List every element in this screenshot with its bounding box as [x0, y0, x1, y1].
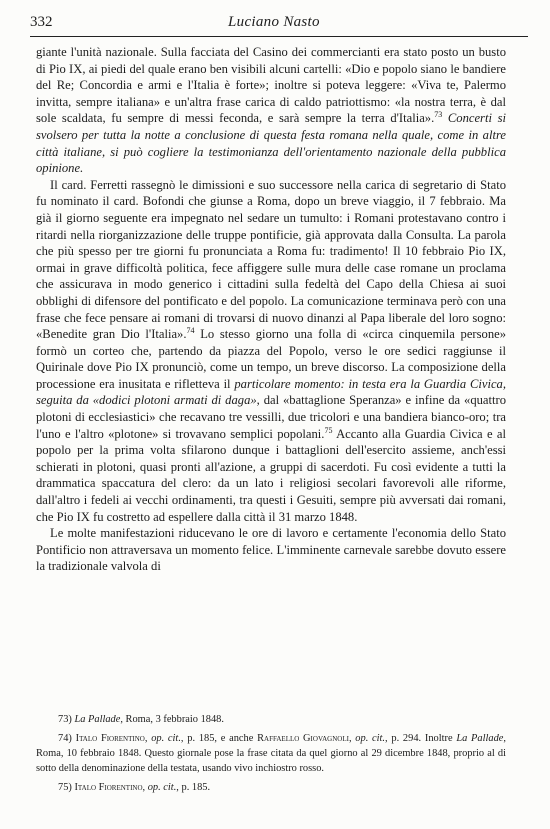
footnote-74-op-1: op. cit.: [151, 733, 181, 744]
footnote-75-rest: , p. 185.: [176, 782, 211, 793]
footnote-73-rest: , Roma, 3 febbraio 1848.: [120, 714, 224, 725]
footnotes: [36, 712, 506, 799]
footnote-74-title: La Pallade: [456, 733, 504, 744]
footnote-ref-74: 74: [186, 325, 195, 335]
paragraph-3: Le molte manifestazioni riducevano le ore di lavoro e certamente l'economia dello Stato Pontificio non attraversava un momento felice. L'imminente carnevale sarebbe dovuto essere la tradizionale valvola di: [36, 526, 506, 574]
paragraph-2-italic: particolare momento: in testa era la Guardia Civica, seguita da «dodici plotoni armati di daga»: [36, 376, 506, 408]
footnote-75: 75) Italo Fiorentino, op. cit., p. 185.: [58, 782, 211, 793]
header-rule: [30, 36, 528, 37]
footnote-74-op-2: op. cit.: [355, 733, 386, 744]
footnote-73-number: 73): [58, 714, 72, 725]
footnote-74-number: 74): [58, 733, 72, 744]
paragraph-2-text-c: , dal «battaglione Speranza» e infine da «quattro plotoni di ecclesiastici» che recavano tre vessilli, due tricolori e una bandiera bianco-oro; tra l'uno e l'altro «plotone» si trovavano semplici popolani.: [36, 393, 506, 441]
paragraph-2-text-b: Lo stesso giorno una folla di «circa cinquemila persone» formò un corteo che, partendo da piazza del Popolo, verso le ore sedici raggiunse il Quirinale dove Pio IX pronunciò, come un tempo, un breve discorso. La composizione della processione era inusitata e rifletteva il: [36, 327, 506, 391]
paragraph-1-text-a: giante l'unità nazionale. Sulla facciata del Casino dei commercianti era stato posto un busto di Pio IX, ai piedi del quale erano ben visibili alcuni cartelli: «Dio e popolo siano le bandiere del Re; Concordia e armi e l'Italia è forte»; inoltre si poteva leggere: «Viva te, Palermo invitta, sempre italiana» e un'altra frase carica di caldo patriottismo: «la nostra terra, è dal sole scaldata, fu sempre di messi feconda, e sarà sempre la terra d'Italia».: [36, 45, 506, 126]
footnote-75-number: 75): [58, 782, 72, 793]
footnote-74-rest: , Roma, 10 febbraio 1848. Questo giornale pose la frase citata da quel giorno al 29 dicembre 1848, proprio al di sotto della denominazione della testata, usando vivo inchiostro rosso.: [36, 733, 506, 774]
footnote-73: [36, 712, 506, 727]
paragraph-1-italic: Concerti si svolsero per tutta la notte a conclusione di questa festa romana nella quale, come in altre città italiane, si può cogliere la testimonianza dell'orientamento nazionale della pubblica opinione.: [36, 111, 506, 176]
paragraph-1: [36, 44, 506, 177]
footnote-ref-73: 73: [434, 110, 443, 120]
paragraph-2: [36, 177, 506, 525]
paragraph-2-text-d: Accanto alla Guardia Civica e al popolo per la prima volta sfilarono dunque i battaglioni dell'esercito assieme, anch'essi schierati in plotoni, quasi pronti all'azione, a gruppi di sacerdoti. Fu così evidente a tutti la drammatica spaccatura del clero: da un lato i religiosi secolari favorevoli alle riforme, dall'altro i fedeli ai vecchi ordinamenti, tra questi i Gesuiti, sempre più avversati dai romani, che Pio IX fu costretto ad espellere dalla città il 31 marzo 1848.: [36, 426, 506, 524]
body-text: [36, 44, 506, 575]
footnote-75-op: op. cit.: [147, 782, 177, 793]
footnote-74-author-2: Raffaello Giovagnoli: [257, 733, 349, 744]
footnote-ref-75: 75: [324, 425, 333, 435]
footnote-75-author: Italo Fiorentino: [74, 782, 143, 793]
footnote-74-mid-2: , p. 294. Inoltre: [385, 733, 457, 744]
footnote-74-mid-1: , p. 185, e anche: [180, 733, 258, 744]
running-title: Luciano Nasto: [228, 14, 320, 30]
footnote-74: 74) Italo Fiorentino, op. cit., p. 185, e anche Raffaello Giovagnoli, op. cit., p. 294. Inoltre La Pallade, Roma, 10 febbraio 1848. Questo giornale pose la frase citata da quel giorno al 29 dicembre 1848, proprio al di sotto della denominazione della testata, usando vivo inchiostro rosso.: [36, 733, 506, 774]
paragraph-2-text-a: Il card. Ferretti rassegnò le dimissioni e suo successore nella carica di segretario di Stato fu nominato il card. Bofondi che giunse a Roma, dopo un breve viaggio, il 7 febbraio. Ma già il giorno seguente era impegnato nel sedare un tumulto: i Romani protestavano contro i ritardi nella riorganizzazione delle truppe pontificie, già approvata dalla Consulta. La parola che più spesso per tre giorni fu pronunciata a Roma fu: tradimento! Il 10 febbraio Pio IX, ormai in grave difficoltà politica, fece affiggere sulle mura delle case romane un proclama che assicurava in modo generico i cittadini sulla fedeltà del Capo della Chiesa ai suoi obblighi di difensore del pontificato e del popolo. La comunicazione terminava però con una frase che fece pensare ai romani di trovarsi di nuovo dinanzi al Papa liberale del loro sogno: «Benedite gran Dio l'Italia».: [36, 177, 506, 342]
footnote-73-title: La Pallade: [74, 714, 121, 725]
page-number: 332: [30, 14, 53, 30]
footnote-74-author-1: Italo Fiorentino: [75, 733, 145, 744]
